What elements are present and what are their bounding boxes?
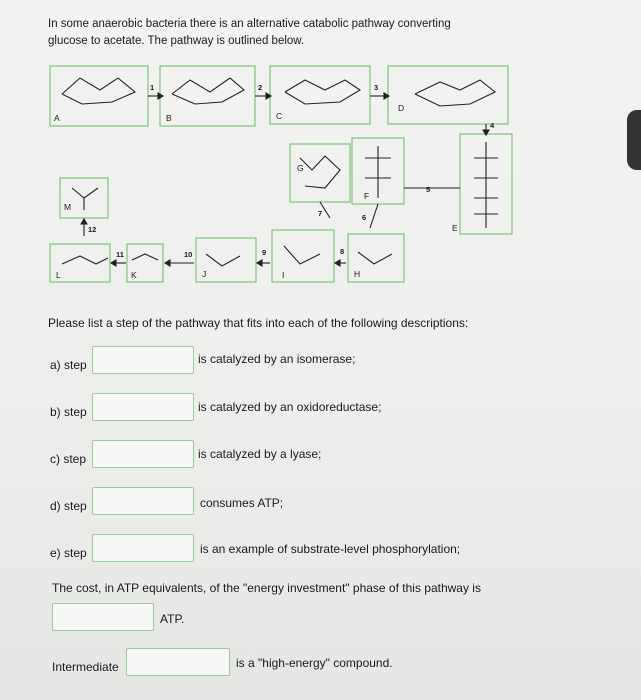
item-b-label: b) step <box>50 405 87 419</box>
answer-e-input[interactable] <box>92 534 194 562</box>
intermediate-desc: is a "high-energy" compound. <box>236 656 393 670</box>
compound-box-g <box>290 144 350 202</box>
item-b-desc: is catalyzed by an oxidoreductase; <box>198 400 382 414</box>
item-a-desc: is catalyzed by an isomerase; <box>198 352 356 366</box>
item-d-desc: consumes ATP; <box>200 496 284 510</box>
compound-letter: I <box>282 270 285 280</box>
compound-letter: G <box>297 163 304 173</box>
item-d-label: d) step <box>50 499 87 513</box>
pathway-diagram <box>0 58 641 288</box>
item-e-label: e) step <box>50 546 87 560</box>
question-prompt: Please list a step of the pathway that fits into each of the following descriptions: <box>48 316 469 330</box>
step-number: 12 <box>88 225 97 234</box>
answer-b-input[interactable] <box>92 393 194 421</box>
step-number: 3 <box>374 83 379 92</box>
step-number: 1 <box>150 83 155 92</box>
compound-letter: J <box>202 269 207 279</box>
item-c-desc: is catalyzed by a lyase; <box>198 447 322 461</box>
answer-d-input[interactable] <box>92 487 194 515</box>
cost-question: The cost, in ATP equivalents, of the "energy investment" phase of this pathway is <box>52 581 481 595</box>
compound-box-b <box>160 66 255 126</box>
compound-letter: M <box>64 202 72 212</box>
intermediate-label: Intermediate <box>52 660 119 674</box>
answer-cost-input[interactable] <box>52 603 154 631</box>
compound-box-c <box>270 66 370 124</box>
answer-a-input[interactable] <box>92 346 194 374</box>
compound-letter: E <box>452 223 458 233</box>
compound-letter: L <box>56 270 61 280</box>
step-number: 9 <box>262 248 267 257</box>
item-c-label: c) step <box>50 452 87 466</box>
answer-c-input[interactable] <box>92 440 194 468</box>
step-number: 10 <box>184 250 193 259</box>
step-number: 7 <box>318 209 323 218</box>
compound-letter: D <box>398 103 405 113</box>
step-number: 8 <box>340 247 345 256</box>
answer-intermediate-input[interactable] <box>126 648 230 676</box>
item-e-desc: is an example of substrate-level phosphorylation; <box>200 542 461 556</box>
compound-letter: C <box>276 111 283 121</box>
step-number: 4 <box>490 121 495 130</box>
step-number: 5 <box>426 185 431 194</box>
compound-letter: A <box>54 113 60 123</box>
step-number: 11 <box>116 250 124 259</box>
step-number: 2 <box>258 83 263 92</box>
compound-letter: H <box>354 269 361 279</box>
compound-box-a <box>50 66 148 126</box>
compound-letter: F <box>364 191 370 201</box>
compound-letter: K <box>131 270 137 280</box>
cost-unit: ATP. <box>160 612 185 626</box>
step-number: 6 <box>362 213 367 222</box>
intro-text: In some anaerobic bacteria there is an alternative catabolic pathway converting glucose to acetate. The pathway is outlined below. <box>48 18 451 47</box>
compound-letter: B <box>166 113 172 123</box>
item-a-label: a) step <box>50 358 87 372</box>
